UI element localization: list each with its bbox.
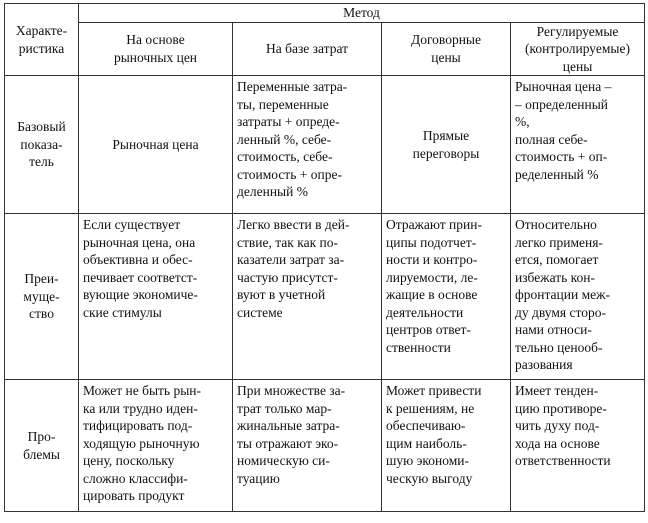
header-row-columns (5, 22, 645, 76)
table-cell: Легко ввести в дей- ствие, так как по- казатели затрат за- частую присутст- вуют в учетной системе (233, 214, 382, 380)
method-group-header: Метод (79, 4, 645, 23)
column-header-negotiated: Договорные цены (382, 22, 511, 76)
header-row-method (5, 4, 645, 23)
table-cell: Прямые переговоры (382, 76, 511, 214)
table-cell: Отражают прин- ципы подотчет- ности и контро- лируемости, ле- жащие в основе деятельности центров ответ- ственности (382, 214, 511, 380)
table-cell: Переменные затра- ты, переменные затраты + опреде- ленный %, себе- стоимость, себе- стоимость + опре- деленный % (233, 76, 382, 214)
corner-header-characteristic: Характе- ристика (5, 4, 79, 76)
column-header-regulated: Регулируемые (контролируемые) цены (511, 22, 645, 76)
column-header-market: На основе рыночных цен (79, 22, 233, 76)
row-label-problems: Про- блемы (5, 380, 79, 512)
table-cell: Рыночная цена (79, 76, 233, 214)
table-cell: Может привести к решениям, не обеспечиваю- щим наиболь- шую экономи- ческую выгоду (382, 380, 511, 512)
table-cell: При множестве за- трат только мар- жинальные затра- ты отражают эко- номическую си- туацию (233, 380, 382, 512)
table-row-advantage (5, 214, 645, 380)
row-label-base-indicator: Базовый показа- тель (5, 76, 79, 214)
table-cell: Относительно легко применя- ется, помогает избежать кон- фронтации меж- ду двумя сторо- нами относи- тельно ценооб- разования (511, 214, 645, 380)
table-cell: Имеет тенден- цию противоре- чить духу под- хода на основе ответственности (511, 380, 645, 512)
table-row-problems (5, 380, 645, 512)
row-label-advantage: Преи- муще- ство (5, 214, 79, 380)
table-cell: Если существует рыночная цена, она объективна и обес- печивает соответст- вующие экономиче- ские стимулы (79, 214, 233, 380)
transfer-pricing-methods-table (4, 3, 645, 512)
table-row-base-indicator (5, 76, 645, 214)
comparison-table-wrapper (4, 3, 645, 512)
table-cell: Рыночная цена – – определенный %, полная себе- стоимость + оп- ределенный % (511, 76, 645, 214)
column-header-cost: На базе затрат (233, 22, 382, 76)
table-cell: Может не быть рын- ка или трудно иден- тифицировать под- ходящую рыночную цену, поскольку сложно классифи- цировать продукт (79, 380, 233, 512)
